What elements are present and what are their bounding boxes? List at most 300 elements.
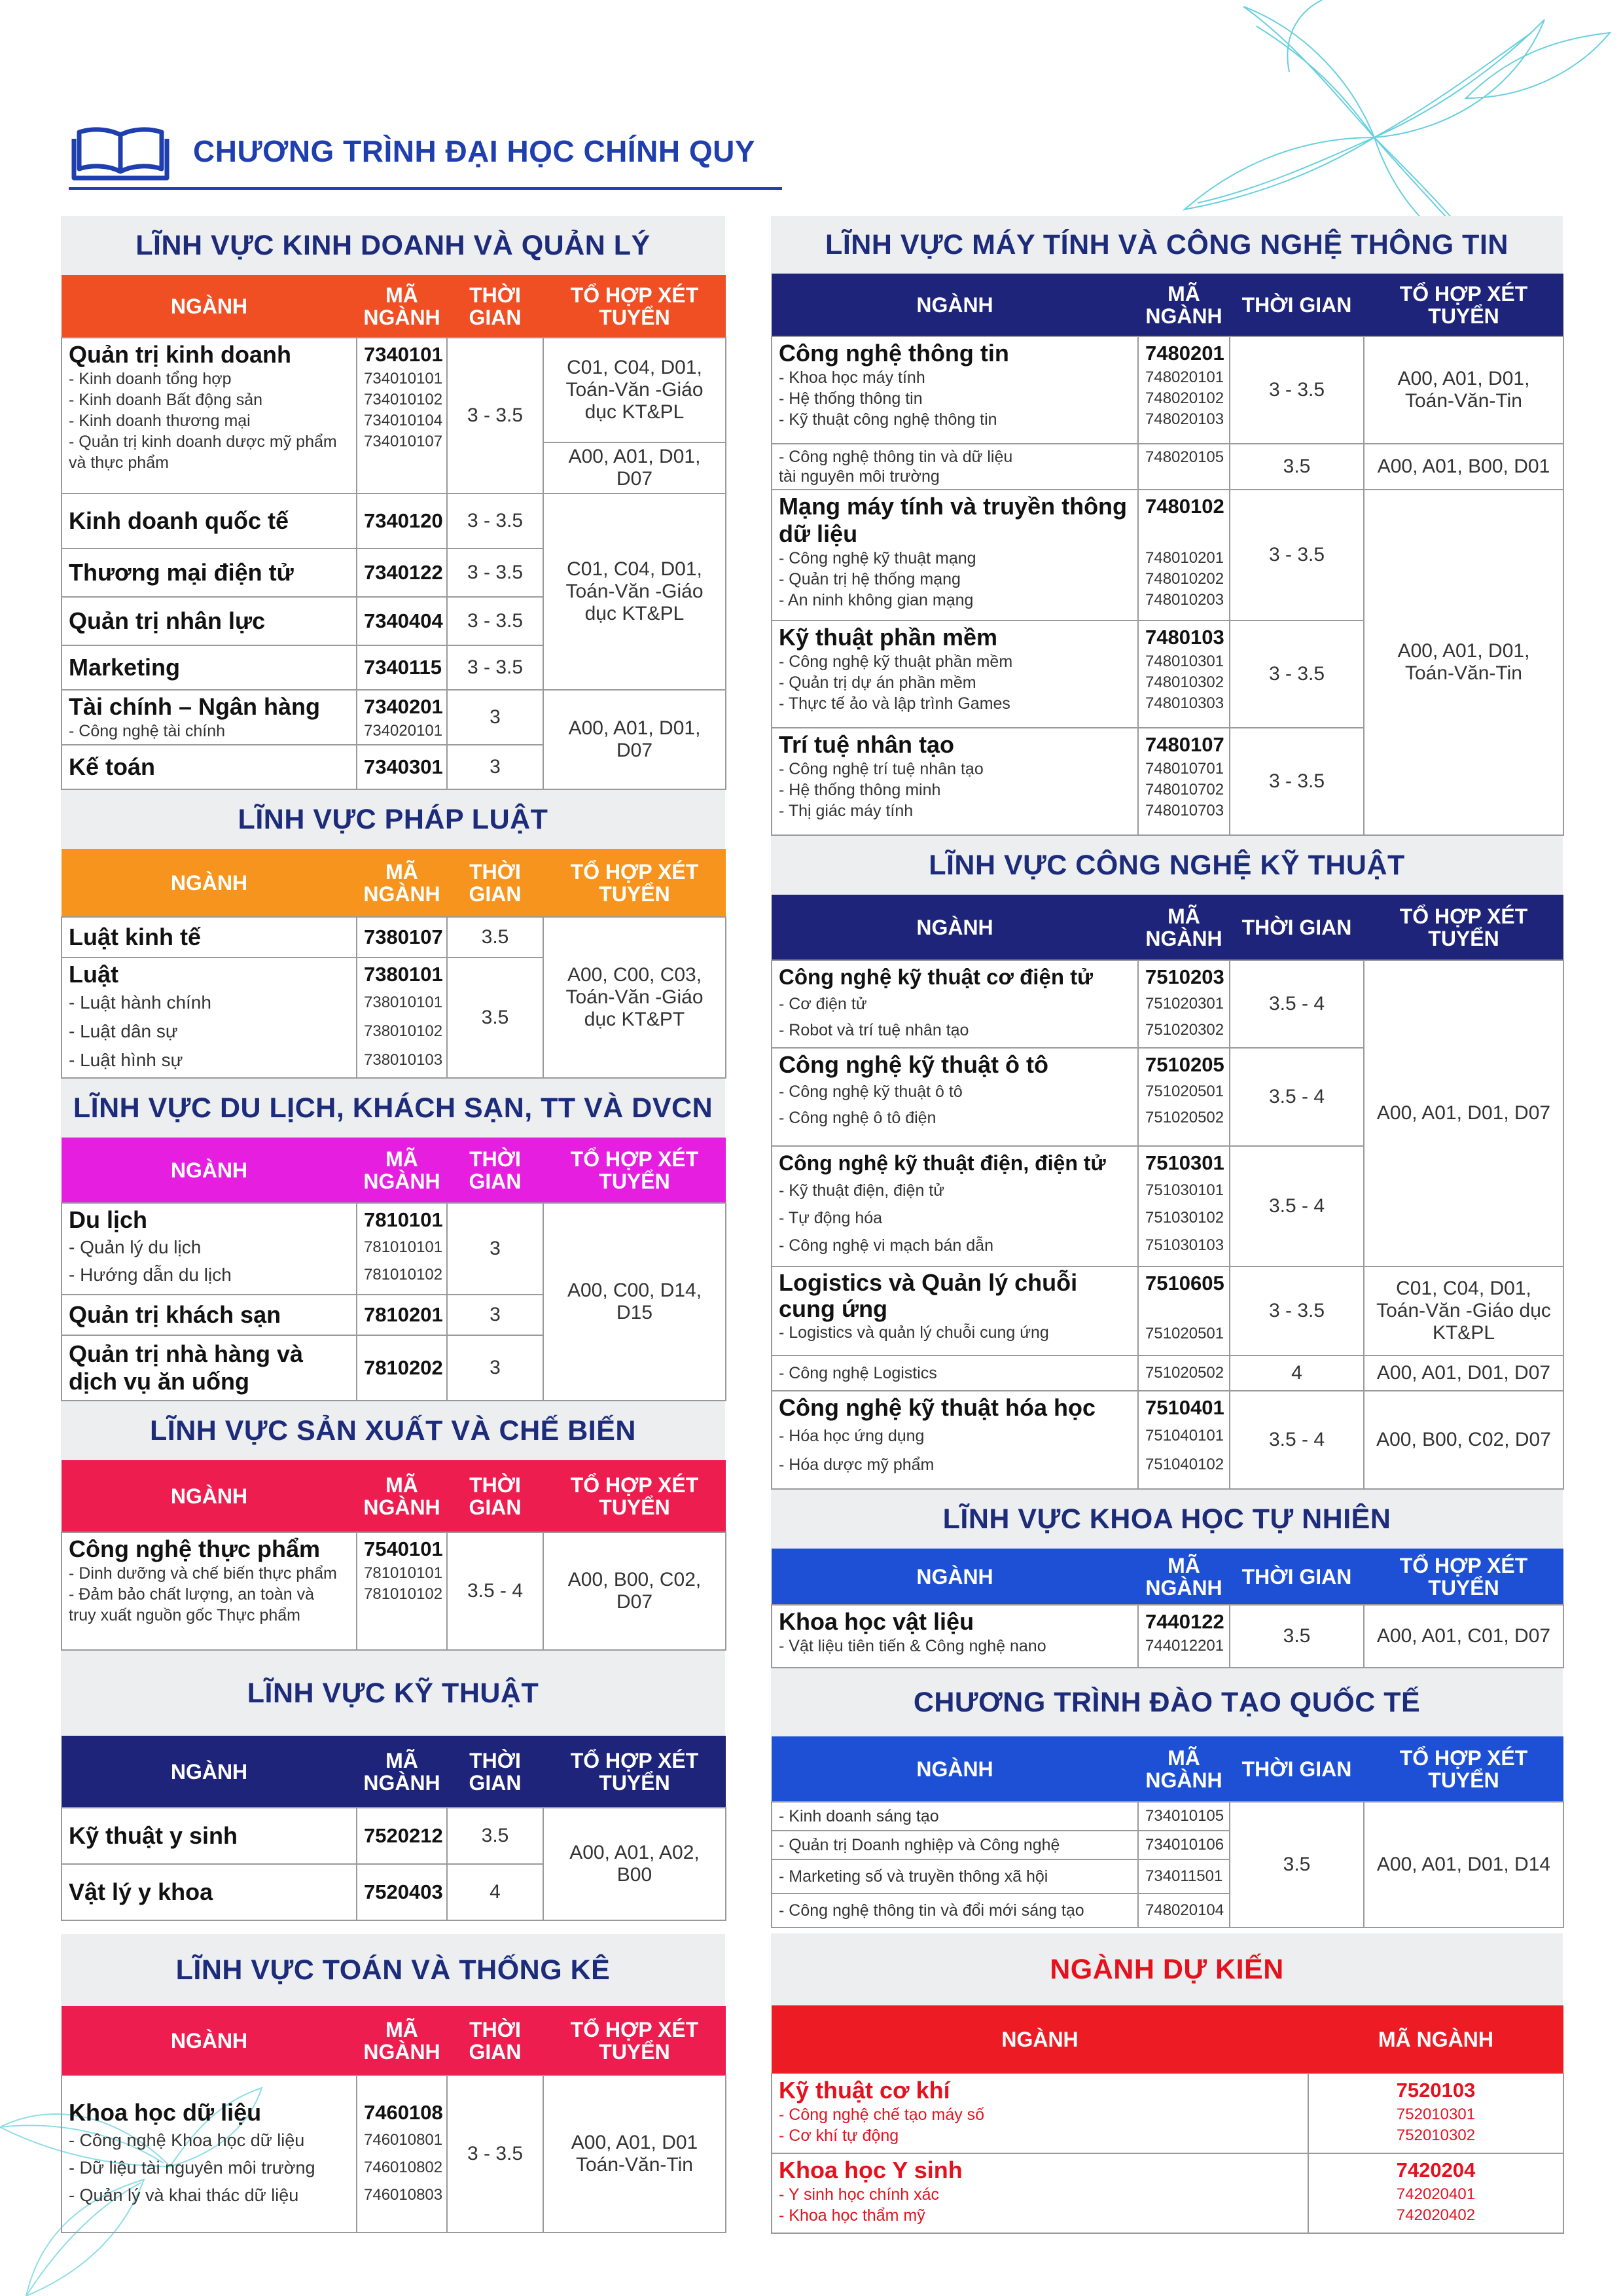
major-name: Khoa học dữ liệu [69, 2099, 262, 2126]
sub-major: - Dữ liệu tài nguyên môi trường [69, 2158, 315, 2178]
sub-code: 746010801 [364, 2131, 443, 2149]
header-code: MÃ NGÀNH [357, 2006, 447, 2075]
major-code: 7480201 [1145, 342, 1224, 365]
sub-major: - Y sinh học chính xác [779, 2185, 940, 2204]
major-cell [62, 1335, 357, 1401]
duration-cell: 4 [1230, 1355, 1364, 1391]
major-cell [62, 1295, 357, 1335]
duration-cell: 3 - 3.5 [1230, 728, 1364, 835]
major-name: Khoa học Y sinh [779, 2157, 963, 2183]
code-cell [357, 1203, 447, 1295]
sub-code: 748010702 [1145, 781, 1224, 798]
sub-code: 738010101 [364, 994, 443, 1011]
sub-major: - Kinh doanh sáng tạo [779, 1807, 939, 1825]
header-duration: THỜI GIAN [1230, 1549, 1364, 1605]
sub-code: 734010107 [364, 433, 443, 450]
major-code: 7340101 [364, 343, 443, 366]
major-cell [62, 1532, 357, 1650]
major-cell [772, 1146, 1138, 1266]
duration-cell: 3 [447, 1295, 543, 1335]
sub-major: - Công nghệ vi mạch bán dẫn [779, 1236, 993, 1255]
sub-code: 751020302 [1145, 1021, 1224, 1039]
sub-major: - Quản lý du lịch [69, 1237, 202, 1257]
major-code: 7420204 [1396, 2159, 1476, 2181]
sub-code: 746010803 [364, 2186, 443, 2204]
sub-major: - Logistics và quản lý chuỗi cung ứng [779, 1323, 1049, 1342]
major-name: Khoa học vật liệu [779, 1608, 974, 1635]
table-row [62, 2075, 726, 2233]
header-code: MÃ NGÀNH [1138, 274, 1230, 336]
sub-code: 748010201 [1145, 549, 1224, 567]
table-row [62, 338, 726, 442]
header-code: MÃ NGÀNH [357, 1138, 447, 1203]
major-code: 7480102 [1145, 495, 1224, 518]
duration-cell: 3 - 3.5 [1230, 1266, 1364, 1355]
sub-code: 751040101 [1145, 1427, 1224, 1444]
header-major: NGÀNH [772, 1736, 1138, 1802]
sub-code: 751020301 [1145, 995, 1224, 1013]
major-cell [772, 2073, 1308, 2153]
major-cell [772, 1391, 1138, 1489]
major-name: Quản trị nhân lực [69, 607, 266, 634]
table-ky-thuat [61, 1736, 726, 1921]
major-code: 7520212 [364, 1824, 443, 1847]
code-cell [1308, 2153, 1563, 2233]
combo-cell: A00, C00, D14, D15 [543, 1203, 726, 1401]
header-duration: THỜI GIAN [447, 2006, 543, 2075]
table-khoa-hoc [771, 1549, 1564, 1668]
major-name: Luật kinh tế [69, 924, 202, 950]
header-combo: TỔ HỢP XÉT TUYỂN [1364, 1549, 1563, 1605]
sub-major: - Công nghệ tài chính [69, 722, 226, 740]
combo-cell: C01, C04, D01, Toán-Văn -Giáo dục KT&PL [543, 493, 726, 690]
major-code: 7440122 [1145, 1610, 1224, 1633]
sub-code: 751020501 [1145, 1325, 1224, 1342]
major-code: 7480103 [1145, 626, 1224, 649]
major-cell [772, 1605, 1138, 1668]
major-name: Công nghệ kỹ thuật hóa học [779, 1394, 1096, 1421]
combo-cell: C01, C04, D01, Toán-Văn -Giáo dục KT&PL [1364, 1266, 1563, 1355]
code-cell [1138, 728, 1230, 835]
duration-cell: 3.5 [1230, 1605, 1364, 1668]
major-cell [772, 1048, 1138, 1146]
header-combo: TỔ HỢP XÉT TUYỂN [543, 2006, 726, 2075]
code-cell [357, 1532, 447, 1650]
header-code: MÃ NGÀNH [1138, 895, 1230, 960]
section-title-ky-thuat: LĨNH VỰC KỸ THUẬT [61, 1651, 725, 1736]
table-row [772, 444, 1563, 490]
major-name: Mạng máy tính và truyền thông dữ liệu [779, 493, 1128, 547]
major-cell [62, 338, 357, 493]
page-header [69, 118, 782, 190]
section-title-quoc-te: CHƯƠNG TRÌNH ĐÀO TẠO QUỐC TẾ [771, 1668, 1563, 1736]
code-cell [1138, 1859, 1230, 1893]
sub-major: - Hóa dược mỹ phẩm [779, 1456, 935, 1474]
header-major: NGÀNH [62, 2006, 357, 2075]
header-major: NGÀNH [62, 1138, 357, 1203]
code-cell [357, 1335, 447, 1401]
sub-major: tài nguyên môi trường [779, 467, 940, 486]
code-cell [357, 1295, 447, 1335]
sub-major: và thực phẩm [69, 454, 169, 472]
code-cell [357, 958, 447, 1078]
header-code: MÃ NGÀNH [1138, 1549, 1230, 1605]
combo-cell: C01, C04, D01, Toán-Văn -Giáo dục KT&PL [543, 338, 726, 442]
header-underline [69, 187, 782, 190]
code-cell [357, 338, 447, 493]
major-cell [62, 1864, 357, 1920]
major-cell [62, 548, 357, 597]
duration-cell: 3.5 [447, 958, 543, 1078]
sub-major: truy xuất nguồn gốc Thực phẩm [69, 1606, 300, 1624]
code-cell [1138, 490, 1230, 620]
code-cell [1138, 336, 1230, 444]
code-cell [1138, 1802, 1230, 1831]
sub-major: - Hóa học ứng dụng [779, 1427, 925, 1445]
major-cell [772, 1355, 1138, 1391]
major-name: Kỹ thuật y sinh [69, 1822, 238, 1849]
sub-major: - Hệ thống thông minh [779, 781, 941, 799]
major-cell [62, 958, 357, 1078]
code-cell [1138, 1605, 1230, 1668]
major-code: 7510203 [1145, 965, 1224, 988]
combo-cell: A00, A01, A02, B00 [543, 1808, 726, 1920]
table-row [772, 490, 1563, 620]
duration-cell: 3 [447, 690, 543, 745]
major-code: 7340301 [364, 755, 443, 778]
major-code: 7380101 [364, 963, 443, 986]
duration-cell: 3.5 - 4 [1230, 960, 1364, 1048]
sub-major: - Công nghệ kỹ thuật phần mềm [779, 653, 1013, 671]
duration-cell: 3 - 3.5 [447, 338, 543, 493]
sub-code: 748020103 [1145, 410, 1224, 428]
sub-code: 734010106 [1145, 1836, 1224, 1854]
section-title-khoa-hoc: LĨNH VỰC KHOA HỌC TỰ NHIÊN [771, 1490, 1563, 1549]
header-duration: THỜI GIAN [447, 1138, 543, 1203]
table-quoc-te [771, 1736, 1564, 1928]
major-name: Kỹ thuật phần mềm [779, 624, 998, 651]
combo-cell: A00, C00, C03, Toán-Văn -Giáo dục KT&PT [543, 917, 726, 1078]
major-code: 7540101 [364, 1537, 443, 1560]
sub-major: - Công nghệ kỹ thuật mạng [779, 549, 976, 567]
sub-major: - Công nghệ thông tin và dữ liệu [779, 448, 1013, 466]
header-code: MÃ NGÀNH [357, 1460, 447, 1532]
sub-code: 734010101 [364, 370, 443, 387]
major-name: Marketing [69, 654, 181, 681]
sub-major: - Robot và trí tuệ nhân tạo [779, 1021, 969, 1039]
section-title-du-kien: NGÀNH DỰ KIẾN [771, 1933, 1563, 2005]
sub-major: - Kinh doanh thương mại [69, 412, 251, 430]
sub-major: - Khoa học thẩm mỹ [779, 2206, 925, 2225]
table-du-lich [61, 1138, 726, 1401]
header-major: NGÀNH [62, 275, 357, 338]
combo-cell: A00, A01, D01, D07 [543, 690, 726, 789]
sub-major: - Kỹ thuật công nghệ thông tin [779, 410, 997, 429]
left-column [61, 216, 725, 2233]
major-code: 7340122 [364, 561, 443, 584]
sub-code: 751040102 [1145, 1456, 1224, 1473]
table-row [62, 1808, 726, 1864]
header-combo: TỔ HỢP XÉT TUYỂN [543, 1736, 726, 1808]
sub-major: - Công nghệ chế tạo máy số [779, 2106, 985, 2124]
sub-code: 748010301 [1145, 653, 1224, 670]
sub-code: 748010303 [1145, 694, 1224, 712]
sub-code: 734010105 [1145, 1807, 1224, 1825]
duration-cell: 4 [447, 1864, 543, 1920]
header-combo: TỔ HỢP XÉT TUYỂN [543, 1138, 726, 1203]
major-name: Công nghệ thực phẩm [69, 1535, 321, 1562]
major-code: 7460108 [364, 2101, 443, 2124]
major-cell [62, 745, 357, 789]
duration-cell: 3 - 3.5 [447, 2075, 543, 2233]
header-combo: TỔ HỢP XÉT TUYỂN [543, 1460, 726, 1532]
combo-cell: A00, A01, D01, Toán-Văn-Tin [1364, 336, 1563, 444]
major-cell [772, 620, 1138, 728]
combo-cell: A00, A01, C01, D07 [1364, 1605, 1563, 1668]
sub-code: 748020104 [1145, 1901, 1224, 1919]
major-cell [772, 2153, 1308, 2233]
major-code: 7510205 [1145, 1053, 1224, 1076]
header-major: NGÀNH [772, 1549, 1138, 1605]
duration-cell: 3.5 [1230, 444, 1364, 490]
duration-cell: 3.5 - 4 [1230, 1048, 1364, 1146]
sub-major: - Thị giác máy tính [779, 802, 914, 820]
major-cell [772, 444, 1138, 490]
major-cell [62, 1808, 357, 1864]
sub-code: 734011501 [1145, 1867, 1223, 1885]
sub-major: - An ninh không gian mạng [779, 591, 974, 609]
code-cell [357, 1864, 447, 1920]
header-major: NGÀNH [772, 2005, 1308, 2073]
table-row [62, 917, 726, 958]
section-title-kinh-doanh: LĨNH VỰC KINH DOANH VÀ QUẢN LÝ [61, 216, 725, 275]
code-cell [357, 645, 447, 690]
sub-code: 781010101 [364, 1564, 443, 1582]
major-code: 7810202 [364, 1356, 443, 1379]
sub-code: 748010701 [1145, 760, 1224, 778]
major-cell [772, 728, 1138, 835]
major-cell [62, 493, 357, 548]
major-cell [772, 490, 1138, 620]
code-cell [357, 597, 447, 645]
major-code: 7510401 [1145, 1396, 1224, 1419]
sub-code: 748010703 [1145, 802, 1224, 819]
header-major: NGÀNH [62, 1736, 357, 1808]
sub-major: - Cơ điện tử [779, 995, 867, 1013]
header-code: MÃ NGÀNH [357, 1736, 447, 1808]
sub-major: - Luật hình sự [69, 1050, 183, 1070]
header-combo: TỔ HỢP XÉT TUYỂN [1364, 1736, 1563, 1802]
sub-code: 781010101 [364, 1238, 443, 1256]
sub-major: - Vật liệu tiên tiến & Công nghệ nano [779, 1637, 1046, 1655]
combo-cell: A00, A01, D01, D07 [543, 442, 726, 493]
open-book-icon [71, 123, 169, 182]
table-row [772, 1605, 1563, 1668]
sub-major: - Kinh doanh Bất động sản [69, 391, 263, 409]
major-cell [62, 597, 357, 645]
major-name: Công nghệ kỹ thuật điện, điện tử [779, 1151, 1106, 1175]
major-code: 7480107 [1145, 733, 1224, 756]
sub-major: - Marketing số và truyền thông xã hội [779, 1867, 1048, 1886]
major-cell [772, 960, 1138, 1048]
sub-major: - Công nghệ trí tuệ nhân tạo [779, 760, 984, 778]
sub-major: - Công nghệ ô tô điện [779, 1109, 936, 1127]
sub-code: 742020401 [1396, 2185, 1476, 2203]
sub-major: - Tự động hóa [779, 1209, 883, 1227]
sub-major: - Quản trị hệ thống mạng [779, 570, 961, 588]
table-du-kien [771, 2005, 1564, 2234]
table-row [772, 2073, 1563, 2153]
duration-cell: 3 - 3.5 [447, 597, 543, 645]
major-cell [772, 1831, 1138, 1859]
header-code: MÃ NGÀNH [1308, 2005, 1563, 2073]
major-cell [62, 2075, 357, 2233]
code-cell [1138, 1831, 1230, 1859]
major-name: Kỹ thuật cơ khí [779, 2077, 950, 2104]
duration-cell: 3 - 3.5 [447, 548, 543, 597]
major-code: 7340115 [364, 656, 442, 679]
table-row [62, 1203, 726, 1295]
sub-code: 738010103 [364, 1051, 443, 1069]
section-title-may-tinh: LĨNH VỰC MÁY TÍNH VÀ CÔNG NGHỆ THÔNG TIN [771, 216, 1563, 274]
combo-cell: A00, A01, D01 Toán-Văn-Tin [543, 2075, 726, 2233]
sub-code: 752010301 [1396, 2106, 1476, 2123]
major-cell [772, 1893, 1138, 1928]
sub-code: 781010102 [364, 1266, 443, 1283]
major-name: Công nghệ kỹ thuật ô tô [779, 1051, 1048, 1078]
major-cell [772, 336, 1138, 444]
major-name: Logistics và Quản lý chuỗi cung ứng [779, 1269, 1078, 1322]
sub-major: - Dinh dưỡng và chế biến thực phẩm [69, 1564, 337, 1583]
table-row [772, 336, 1563, 444]
sub-major: - Khoa học máy tính [779, 368, 925, 387]
sub-code: 744012201 [1145, 1637, 1224, 1655]
sub-major: - Quản trị dự án phần mềm [779, 673, 976, 692]
sub-major: - Luật dân sự [69, 1021, 178, 1041]
combo-cell: A00, A01, D01, Toán-Văn-Tin [1364, 490, 1563, 835]
sub-code: 751020502 [1145, 1364, 1224, 1382]
combo-cell: A00, A01, D01, D14 [1364, 1802, 1563, 1928]
code-cell [1138, 1893, 1230, 1928]
sub-code: 734020101 [364, 722, 443, 740]
sub-code: 752010302 [1396, 2126, 1476, 2144]
duration-cell: 3.5 - 4 [1230, 1146, 1364, 1266]
code-cell [357, 745, 447, 789]
sub-code: 746010802 [364, 2159, 443, 2176]
sub-major: - Luật hành chính [69, 992, 211, 1013]
major-name: Quản trị khách sạn [69, 1301, 281, 1328]
code-cell [357, 548, 447, 597]
major-code: 7340201 [364, 695, 443, 718]
major-cell [772, 1802, 1138, 1831]
duration-cell: 3 - 3.5 [447, 645, 543, 690]
table-row [772, 1802, 1563, 1831]
code-cell [357, 2075, 447, 2233]
header-combo: TỔ HỢP XÉT TUYỂN [543, 275, 726, 338]
table-kinh-doanh [61, 275, 726, 790]
sub-code: 751020502 [1145, 1109, 1224, 1126]
table-row [772, 1355, 1563, 1391]
duration-cell: 3 - 3.5 [1230, 490, 1364, 620]
header-code: MÃ NGÀNH [357, 275, 447, 338]
header-duration: THỜI GIAN [1230, 274, 1364, 336]
sub-code: 748010202 [1145, 570, 1224, 588]
major-code: 7810101 [364, 1208, 443, 1231]
major-name: Công nghệ thông tin [779, 340, 1009, 367]
header-duration: THỜI GIAN [447, 1736, 543, 1808]
combo-cell: A00, A01, D01, D07 [1364, 960, 1563, 1266]
major-code: 7520403 [364, 1880, 443, 1903]
sub-major: - Công nghệ Khoa học dữ liệu [69, 2130, 305, 2150]
header-major: NGÀNH [62, 1460, 357, 1532]
sub-code: 748010203 [1145, 591, 1224, 609]
sub-code: 751020501 [1145, 1083, 1224, 1100]
duration-cell: 3 - 3.5 [447, 493, 543, 548]
code-cell [1308, 2073, 1563, 2153]
duration-cell: 3.5 - 4 [447, 1532, 543, 1650]
combo-cell: A00, B00, C02, D07 [543, 1532, 726, 1650]
major-name: Tài chính – Ngân hàng [69, 693, 321, 720]
sub-major: - Công nghệ Logistics [779, 1364, 937, 1382]
code-cell [357, 493, 447, 548]
sub-major: - Hướng dẫn du lịch [69, 1265, 232, 1285]
section-title-phap-luat: LĨNH VỰC PHÁP LUẬT [61, 790, 725, 849]
duration-cell: 3 - 3.5 [1230, 336, 1364, 444]
sub-major: - Thực tế ảo và lập trình Games [779, 694, 1010, 713]
code-cell [1138, 1391, 1230, 1489]
sub-code: 781010102 [364, 1585, 443, 1603]
header-major: NGÀNH [772, 895, 1138, 960]
code-cell [357, 1808, 447, 1864]
major-cell [62, 1203, 357, 1295]
major-cell [62, 917, 357, 958]
sub-major: - Công nghệ kỹ thuật ô tô [779, 1083, 963, 1101]
table-row [772, 960, 1563, 1048]
sub-code: 748020105 [1145, 448, 1224, 466]
duration-cell: 3.5 [1230, 1802, 1364, 1928]
major-name: Kinh doanh quốc tế [69, 507, 289, 534]
header-duration: THỜI GIAN [447, 1460, 543, 1532]
header-combo: TỔ HỢP XÉT TUYỂN [1364, 274, 1563, 336]
major-code: 7810201 [364, 1303, 443, 1326]
table-row [772, 2153, 1563, 2233]
sub-code: 751030103 [1145, 1236, 1224, 1254]
right-column [771, 216, 1563, 2234]
sub-code: 742020402 [1396, 2206, 1476, 2224]
major-code: 7340120 [364, 509, 443, 532]
section-title-cong-nghe: LĨNH VỰC CÔNG NGHỆ KỸ THUẬT [771, 836, 1563, 895]
table-cong-nghe [771, 895, 1564, 1490]
major-name: Quản trị nhà hàng và dịch vụ ăn uống [69, 1340, 304, 1395]
major-name: Thương mại điện tử [69, 559, 294, 586]
duration-cell: 3.5 - 4 [1230, 1391, 1364, 1489]
sub-major: - Đảm bảo chất lượng, an toàn và [69, 1585, 314, 1604]
header-combo: TỔ HỢP XÉT TUYỂN [1364, 895, 1563, 960]
header-major: NGÀNH [62, 849, 357, 917]
header-combo: TỔ HỢP XÉT TUYỂN [543, 849, 726, 917]
header-code: MÃ NGÀNH [357, 849, 447, 917]
sub-code: 748010302 [1145, 673, 1224, 691]
table-row [772, 1391, 1563, 1489]
combo-cell: A00, A01, D01, D07 [1364, 1355, 1563, 1391]
header-code: MÃ NGÀNH [1138, 1736, 1230, 1802]
table-row [62, 690, 726, 745]
code-cell [1138, 1146, 1230, 1266]
sub-code: 734010102 [364, 391, 443, 408]
major-code: 7510605 [1145, 1272, 1224, 1295]
code-cell [357, 917, 447, 958]
combo-cell: A00, A01, B00, D01 [1364, 444, 1563, 490]
